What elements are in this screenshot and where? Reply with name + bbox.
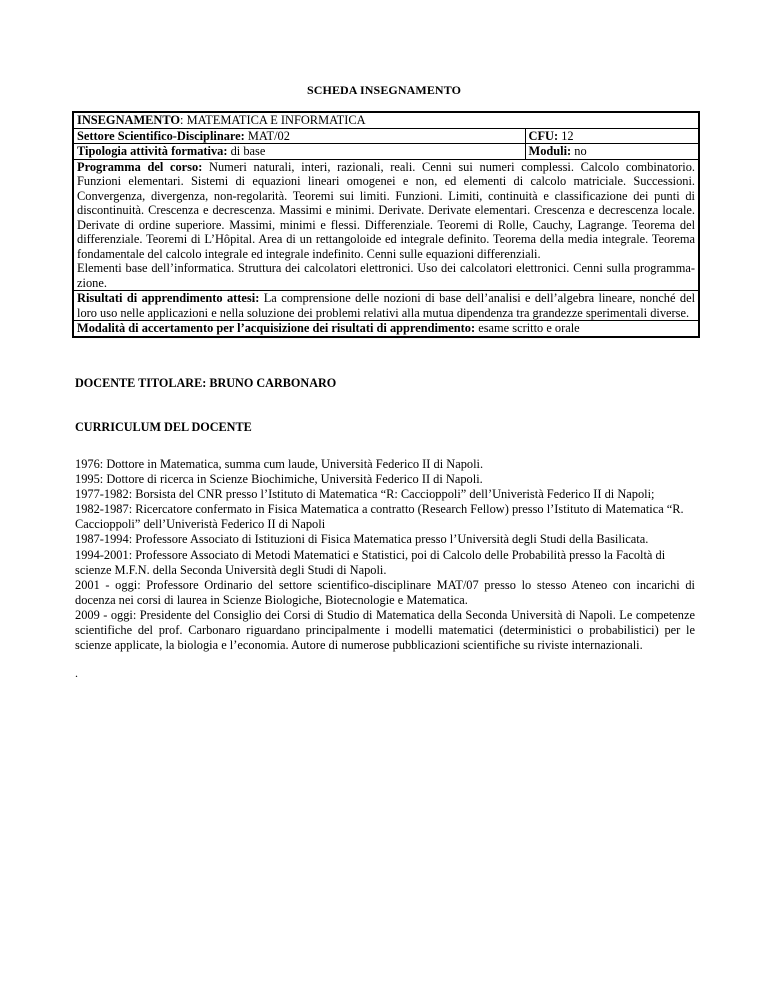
value-moduli: no [571, 144, 587, 158]
cell-moduli [525, 144, 699, 160]
row-modalita [73, 321, 699, 337]
value-tipologia: di base [227, 144, 266, 158]
row-tipologia [73, 144, 699, 160]
value-programma: Numeri naturali, interi, razionali, reali. Cenni sui numeri complessi. Calcolo combinatorio. Funzioni elementari. Sistemi di equazioni lineari omogenei e non, ed elementi di calcolo matriciale. Successioni. Convergenza, divergenza, non-regolarità. Teoremi sui limiti. Funzioni. Limiti, continuità e classificazione dei punti di discontinuità. Crescenza e decrescenza. Massimi e minimi. Derivate. Derivate elementari. Crescenza e decrescenza locale. Derivate di ordine superiore. Massimi, minimi e flessi. Differenziale. Teoremi di Rolle, Cauchy, Lagrange. Teorema del differenziale. Teoremi di L’Hôpital. Area di un rettangoloide ed integrale definito. Teorema della media integrale. Teorema fondamentale del calcolo integrale ed integrale indefinito. Cenni sulle equazioni differenziali. [77, 159, 696, 261]
row-programma [73, 159, 699, 291]
curriculum-item: 1982-1987: Ricercatore confermato in Fisica Matematica a contratto (Research Fellow) presso l’Istituto di Matematica “R. Caccioppoli” dell’Univeristà Federico II di Napoli [75, 502, 684, 532]
cell-tipologia [73, 144, 525, 160]
cell-cfu [525, 128, 699, 144]
curriculum-item: 1987-1994: Professore Associato di Istituzioni di Fisica Matematica presso l’Università degli Studi della Basilicata. [75, 532, 649, 547]
row-insegnamento [73, 112, 699, 128]
label-insegnamento: INSEGNAMENTO [77, 113, 181, 127]
cell-risultati [73, 291, 699, 321]
value-risultati: La comprensione delle nozioni di base dell’analisi e dell’algebra lineare, nonché del loro uso nelle applicazioni e nella soluzione dei problemi relativi alla mutua dipendenza tra grandezze sperimentali diverse. [77, 291, 696, 320]
page-title: SCHEDA INSEGNAMENTO [306, 83, 462, 97]
label-settore: Settore Scientifico-Disciplinare: [77, 128, 245, 143]
label-risultati: Risultati di apprendimento attesi: [77, 291, 260, 305]
curriculum-item: 2001 - oggi: Professore Ordinario del settore scientifico-disciplinare MAT/07 presso lo stesso Ateneo con incarichi di docenza nei corsi di laurea in Scienze Biologiche, Biotecnologie e Matematica. [75, 577, 695, 607]
docente-heading: DOCENTE TITOLARE: BRUNO CARBONARO [75, 376, 337, 390]
value-settore: MAT/02 [244, 128, 290, 143]
curriculum-list [75, 457, 695, 653]
row-risultati [73, 291, 699, 321]
curriculum-item: 1994-2001: Professore Associato di Metodi Matematici e Statistici, poi di Calcolo delle Probabilità presso la Facoltà di scienze M.F.N. della Seconda Università degli Studi di Napoli. [75, 547, 666, 577]
cell-settore [73, 128, 525, 144]
value-programma-informatica: Elementi base dell’informatica. Struttura dei calcolatori elettronici. Uso dei calcolatori elettronici. Cenni sulla programma-zione. [77, 261, 696, 290]
curriculum-item: 2009 - oggi: Presidente del Consiglio dei Corsi di Studio di Matematica della Seconda Università di Napoli. Le competenze scientifiche del prof. Carbonaro riguardano principalmente i modelli matematici (deterministici o probabilistici) per le scienze applicate, la biologia e l’economia. Autore di numerose pubblicazioni scientifiche su riviste internazionali. [75, 607, 695, 653]
curriculum-item: 1977-1982: Borsista del CNR presso l’Istituto di Matematica “R: Caccioppoli” dell’Univeristà Federico II di Napoli; [75, 487, 655, 502]
cell-modalita [73, 321, 699, 337]
label-programma: Programma del corso: [77, 159, 203, 174]
trailing-dot: . [75, 666, 78, 680]
label-modalita: Modalità di accertamento per l’acquisizione dei risultati di apprendimento: [77, 321, 476, 335]
label-cfu: CFU: [528, 128, 559, 143]
label-moduli: Moduli: [528, 144, 572, 158]
cell-programma [73, 159, 699, 291]
value-insegnamento: : MATEMATICA E INFORMATICA [180, 113, 366, 127]
value-modalita: esame scritto e orale [475, 321, 580, 335]
row-settore [73, 128, 699, 144]
cell-insegnamento [73, 112, 699, 128]
curriculum-item: 1995: Dottore di ricerca in Scienze Biochimiche, Università Federico II di Napoli. [75, 472, 483, 487]
curriculum-item: 1976: Dottore in Matematica, summa cum laude, Università Federico II di Napoli. [75, 457, 484, 471]
value-cfu: 12 [558, 128, 574, 143]
label-tipologia: Tipologia attività formativa: [77, 144, 228, 158]
curriculum-heading: CURRICULUM DEL DOCENTE [75, 420, 252, 434]
course-info-table [72, 111, 700, 338]
